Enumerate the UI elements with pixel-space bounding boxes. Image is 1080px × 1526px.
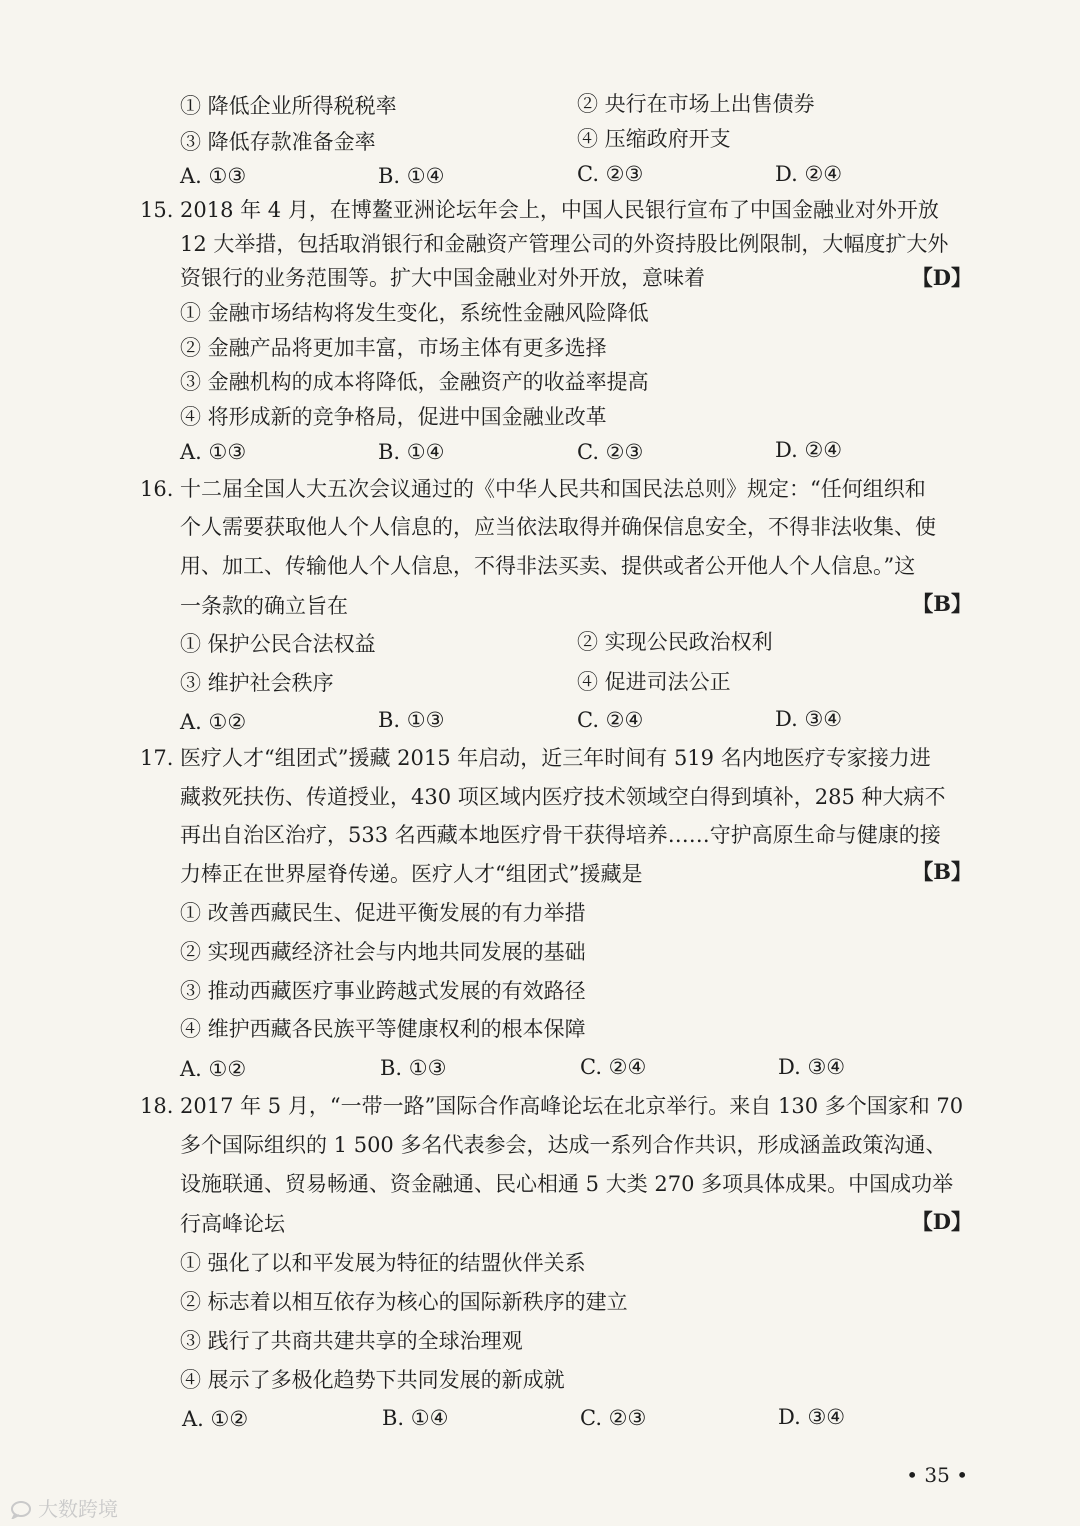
q16-stem-line-2: 个人需要获取他人个人信息的，应当依法取得并确保信息安全，不得非法收集、使 [180, 515, 936, 539]
q15-choice-b: B. ①④ [378, 440, 445, 464]
q18-stem-line-4: 行高峰论坛 [180, 1212, 285, 1236]
q16-option-1: ① 保护公民合法权益 [180, 632, 376, 656]
q15-option-2: ② 金融产品将更加丰富，市场主体有更多选择 [180, 336, 607, 360]
q17-stem-line-2: 藏救死扶伤、传道授业，430 项区域内医疗技术领域空白得到填补，285 种大病不 [180, 785, 946, 809]
q18-option-4: ④ 展示了多极化趋势下共同发展的新成就 [180, 1368, 565, 1392]
q14-option-2: ② 央行在市场上出售债券 [577, 92, 815, 116]
watermark-text: 大数跨境 [38, 1497, 118, 1521]
q16-option-4: ④ 促进司法公正 [577, 670, 731, 694]
q14-option-3: ③ 降低存款准备金率 [180, 130, 376, 154]
q15-stem-line-2: 12 大举措，包括取消银行和金融资产管理公司的外资持股比例限制，大幅度扩大外 [180, 232, 949, 256]
q17-option-4: ④ 维护西藏各民族平等健康权利的根本保障 [180, 1017, 586, 1041]
q15-option-3: ③ 金融机构的成本将降低，金融资产的收益率提高 [180, 370, 649, 394]
q17-option-3: ③ 推动西藏医疗事业跨越式发展的有效路径 [180, 979, 586, 1003]
q15-answer: 【D】 [911, 265, 972, 290]
q14-option-4: ④ 压缩政府开支 [577, 127, 731, 151]
q18-option-1: ① 强化了以和平发展为特征的结盟伙伴关系 [180, 1251, 586, 1275]
q16-stem-line-3: 用、加工、传输他人个人信息，不得非法买卖、提供或者公开他人个人信息。”这 [180, 554, 916, 578]
q14-choice-b: B. ①④ [378, 164, 445, 188]
chat-bubble-icon [10, 1500, 34, 1518]
q14-choice-d: D. ②④ [775, 162, 843, 186]
watermark [10, 1493, 118, 1522]
q17-stem-line-3: 再出自治区治疗，533 名西藏本地医疗骨干获得培养……守护高原生命与健康的接 [180, 823, 941, 847]
q18-option-2: ② 标志着以相互依存为核心的国际新秩序的建立 [180, 1290, 628, 1314]
q18-answer: 【D】 [911, 1209, 972, 1234]
q16-choice-b: B. ①③ [378, 708, 445, 732]
q17-choice-c: C. ②④ [580, 1055, 647, 1079]
q16-answer: 【B】 [912, 591, 972, 616]
q18-stem-line-1: 2017 年 5 月，“一带一路”国际合作高峰论坛在北京举行。来自 130 多个国家和 70 [180, 1094, 964, 1118]
q18-choice-d: D. ③④ [778, 1405, 846, 1429]
q16-choice-d: D. ③④ [775, 707, 843, 731]
q16-stem-line-1: 十二届全国人大五次会议通过的《中华人民共和国民法总则》规定：“任何组织和 [180, 477, 926, 501]
q16-number: 16. [140, 477, 174, 501]
q18-stem-line-3: 设施联通、贸易畅通、资金融通、民心相通 5 大类 270 多项具体成果。中国成功举 [180, 1172, 954, 1196]
q17-stem-line-1: 医疗人才“组团式”援藏 2015 年启动，近三年时间有 519 名内地医疗专家接力进 [180, 746, 931, 770]
page-number: • 35 • [906, 1463, 968, 1487]
q16-choice-a: A. ①② [180, 710, 247, 734]
q14-choice-a: A. ①③ [180, 164, 247, 188]
q17-answer: 【B】 [912, 859, 972, 884]
q16-option-2: ② 实现公民政治权利 [577, 630, 773, 654]
q17-number: 17. [140, 746, 174, 770]
q18-option-3: ③ 践行了共商共建共享的全球治理观 [180, 1329, 523, 1353]
q16-stem-line-4: 一条款的确立旨在 [180, 594, 348, 618]
q17-choice-b: B. ①③ [380, 1056, 447, 1080]
q17-choice-a: A. ①② [180, 1057, 247, 1081]
q16-option-3: ③ 维护社会秩序 [180, 671, 334, 695]
q18-number: 18. [140, 1094, 174, 1118]
q15-choice-a: A. ①③ [180, 440, 247, 464]
q15-choice-c: C. ②③ [577, 440, 644, 464]
q15-choice-d: D. ②④ [775, 438, 843, 462]
q18-stem-line-2: 多个国际组织的 1 500 多名代表参会，达成一系列合作共识，形成涵盖政策沟通、 [180, 1133, 947, 1157]
q17-option-2: ② 实现西藏经济社会与内地共同发展的基础 [180, 940, 586, 964]
q18-choice-a: A. ①② [182, 1407, 249, 1431]
q18-choice-c: C. ②③ [580, 1406, 647, 1430]
q14-option-1: ① 降低企业所得税税率 [180, 94, 397, 118]
q18-choice-b: B. ①④ [382, 1406, 449, 1430]
q15-stem-line-3: 资银行的业务范围等。扩大中国金融业对外开放，意味着 [180, 266, 705, 290]
q16-choice-c: C. ②④ [577, 708, 644, 732]
q17-choice-d: D. ③④ [778, 1055, 846, 1079]
q14-choice-c: C. ②③ [577, 162, 644, 186]
q15-option-1: ① 金融市场结构将发生变化，系统性金融风险降低 [180, 301, 649, 325]
q15-option-4: ④ 将形成新的竞争格局，促进中国金融业改革 [180, 405, 607, 429]
q15-stem-line-1: 2018 年 4 月，在博鳌亚洲论坛年会上，中国人民银行宣布了中国金融业对外开放 [180, 198, 939, 222]
q15-number: 15. [140, 198, 174, 222]
q17-stem-line-4: 力棒正在世界屋脊传递。医疗人才“组团式”援藏是 [180, 862, 643, 886]
q17-option-1: ① 改善西藏民生、促进平衡发展的有力举措 [180, 901, 586, 925]
